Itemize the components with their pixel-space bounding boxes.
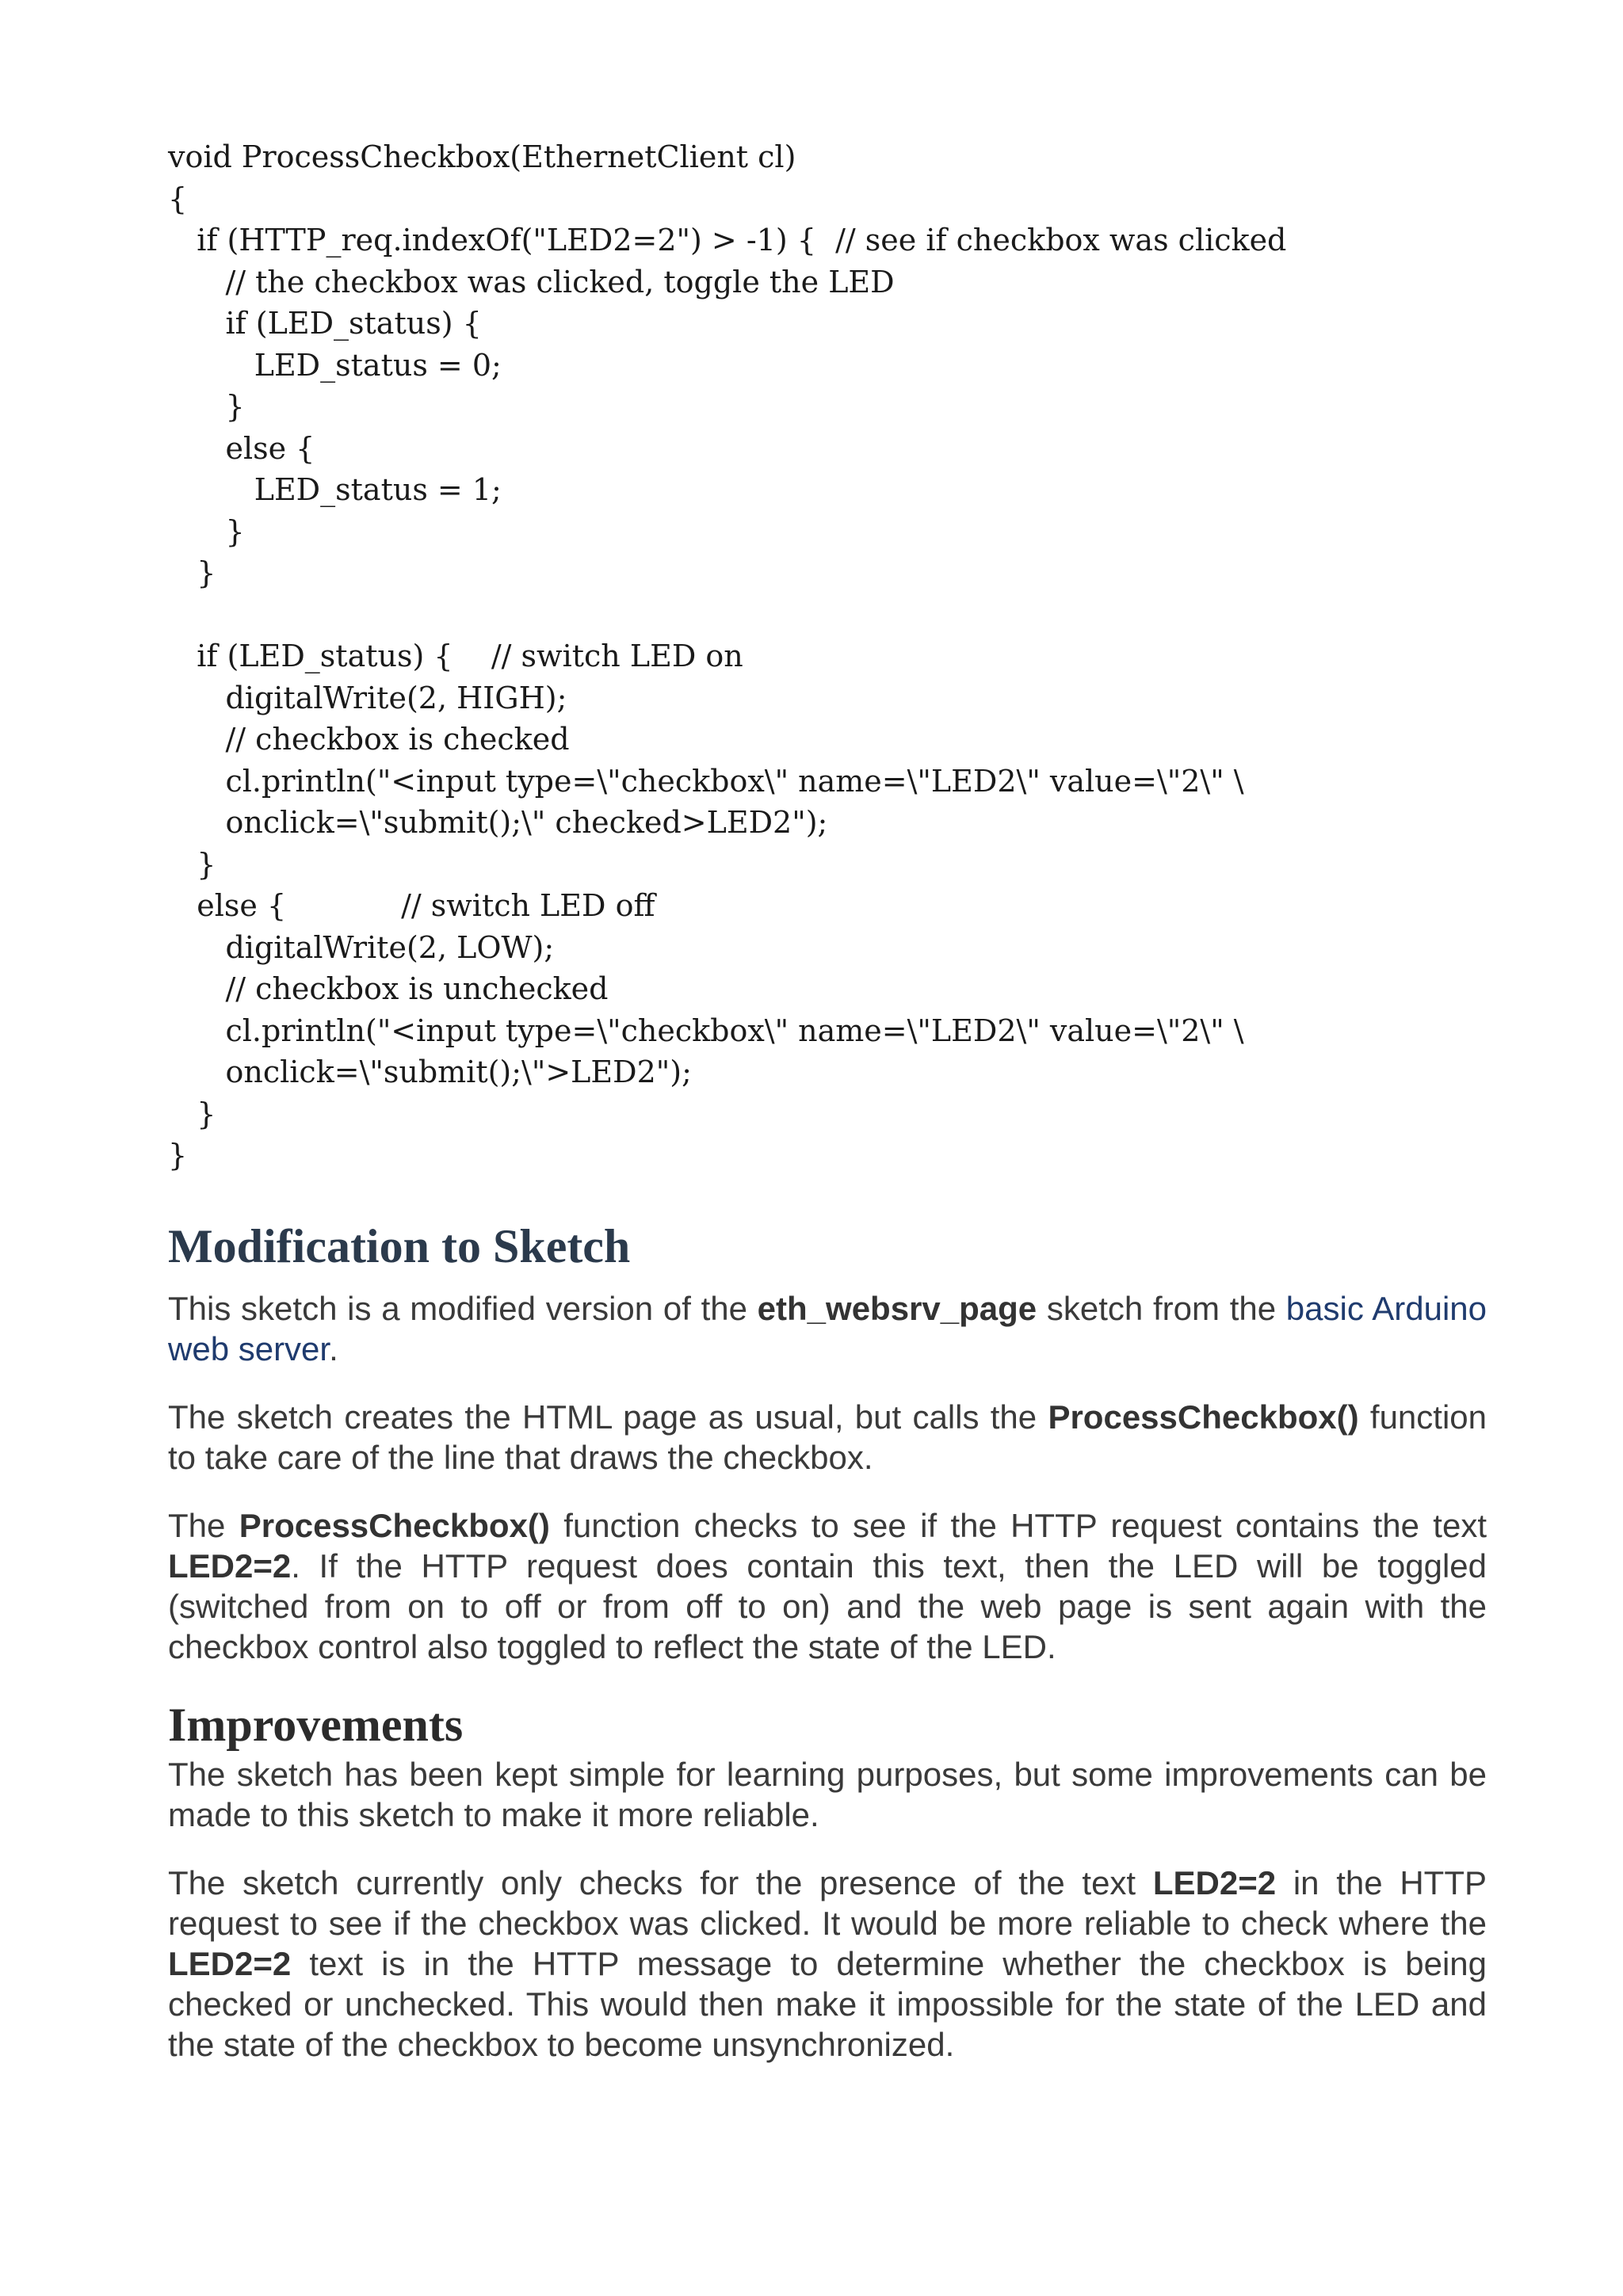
code-line: if (HTTP_req.indexOf("LED2=2") > -1) { // see if checkbox was clicked (168, 223, 1287, 257)
code-line (168, 594, 1286, 636)
paragraph-modification-function (168, 1505, 1487, 1667)
section-heading-modification: Modification to Sketch (168, 1220, 631, 1272)
code-line: if (LED_status) { (168, 306, 482, 341)
code-line: onclick=\"submit();\">LED2"); (168, 1055, 692, 1089)
code-line: digitalWrite(2, LOW); (168, 929, 555, 965)
code-line: { (168, 181, 188, 216)
text: sketch from the (1037, 1290, 1286, 1327)
code-line: cl.println("<input type=\"checkbox\" name=\"LED2\" value=\"2\" \ (168, 763, 1244, 799)
text: in the HTTP request to see if the checkbox was clicked. It would be more reliable to check where the (168, 1864, 1487, 1942)
code-line: LED_status = 1; (168, 472, 502, 507)
code-line: LED_status = 0; (168, 347, 502, 383)
code-line: cl.println("<input type=\"checkbox\" name=\"LED2\" value=\"2\" \ (168, 1013, 1244, 1048)
code-line: void ProcessCheckbox(EthernetClient cl) (168, 139, 796, 174)
code-line: // checkbox is checked (168, 722, 570, 757)
text: function to take care of the line that draws the checkbox. (168, 1398, 1487, 1476)
bold-text: LED2=2 (1152, 1864, 1277, 1901)
text: This sketch is a modified version of the (168, 1290, 758, 1327)
paragraph-improvements-detail (168, 1863, 1487, 2065)
basic-web-server-link[interactable]: basic Arduino web server (168, 1290, 1487, 1367)
code-line: if (LED_status) { // switch LED on (168, 639, 743, 673)
code-line: // the checkbox was clicked, toggle the LED (168, 264, 895, 299)
bold-text: LED2=2 (168, 1945, 292, 1982)
code-line: } (168, 513, 245, 549)
code-line: else { // switch LED off (168, 888, 655, 923)
code-line: } (168, 846, 216, 882)
bold-text: LED2=2 (168, 1547, 292, 1585)
bold-text: eth_websrv_page (757, 1290, 1037, 1327)
code-line: } (168, 1138, 188, 1173)
text: The sketch has been kept simple for learning purposes, but some improvements can be made to this sketch to make it more reliable. (168, 1756, 1487, 1833)
paragraph-improvements-intro (168, 1754, 1487, 1835)
text: . If the HTTP request does contain this text, then the LED will be toggled (switched from on to off or from off to on) and the web page is sent again with the checkbox control also toggled to reflect the state of the LED. (168, 1547, 1487, 1665)
bold-text: ProcessCheckbox() (239, 1507, 550, 1544)
text: The (168, 1507, 239, 1544)
code-line: // checkbox is unchecked (168, 971, 609, 1006)
text: text is in the HTTP message to determine whether the checkbox is being checked or unchecked. This would then make it impossible for the state of the LED and the state of the checkbox to become unsynchronized. (168, 1945, 1487, 2063)
bold-text: ProcessCheckbox() (1048, 1398, 1359, 1436)
text: function checks to see if the HTTP request contains the text (549, 1507, 1487, 1544)
code-block (168, 136, 1286, 1177)
text: The sketch creates the HTML page as usual, but calls the (168, 1398, 1048, 1436)
text: The sketch currently only checks for the presence of the text (168, 1864, 1153, 1901)
paragraph-modification-html (168, 1397, 1487, 1478)
code-line: else { (168, 430, 315, 466)
text: . (329, 1330, 338, 1367)
code-line: onclick=\"submit();\" checked>LED2"); (168, 805, 828, 840)
code-line: } (168, 1096, 216, 1131)
code-line: digitalWrite(2, HIGH); (168, 680, 567, 715)
code-line: } (168, 555, 216, 590)
section-heading-improvements: Improvements (168, 1699, 464, 1751)
paragraph-modification-intro (168, 1288, 1487, 1369)
code-line: } (168, 389, 245, 424)
